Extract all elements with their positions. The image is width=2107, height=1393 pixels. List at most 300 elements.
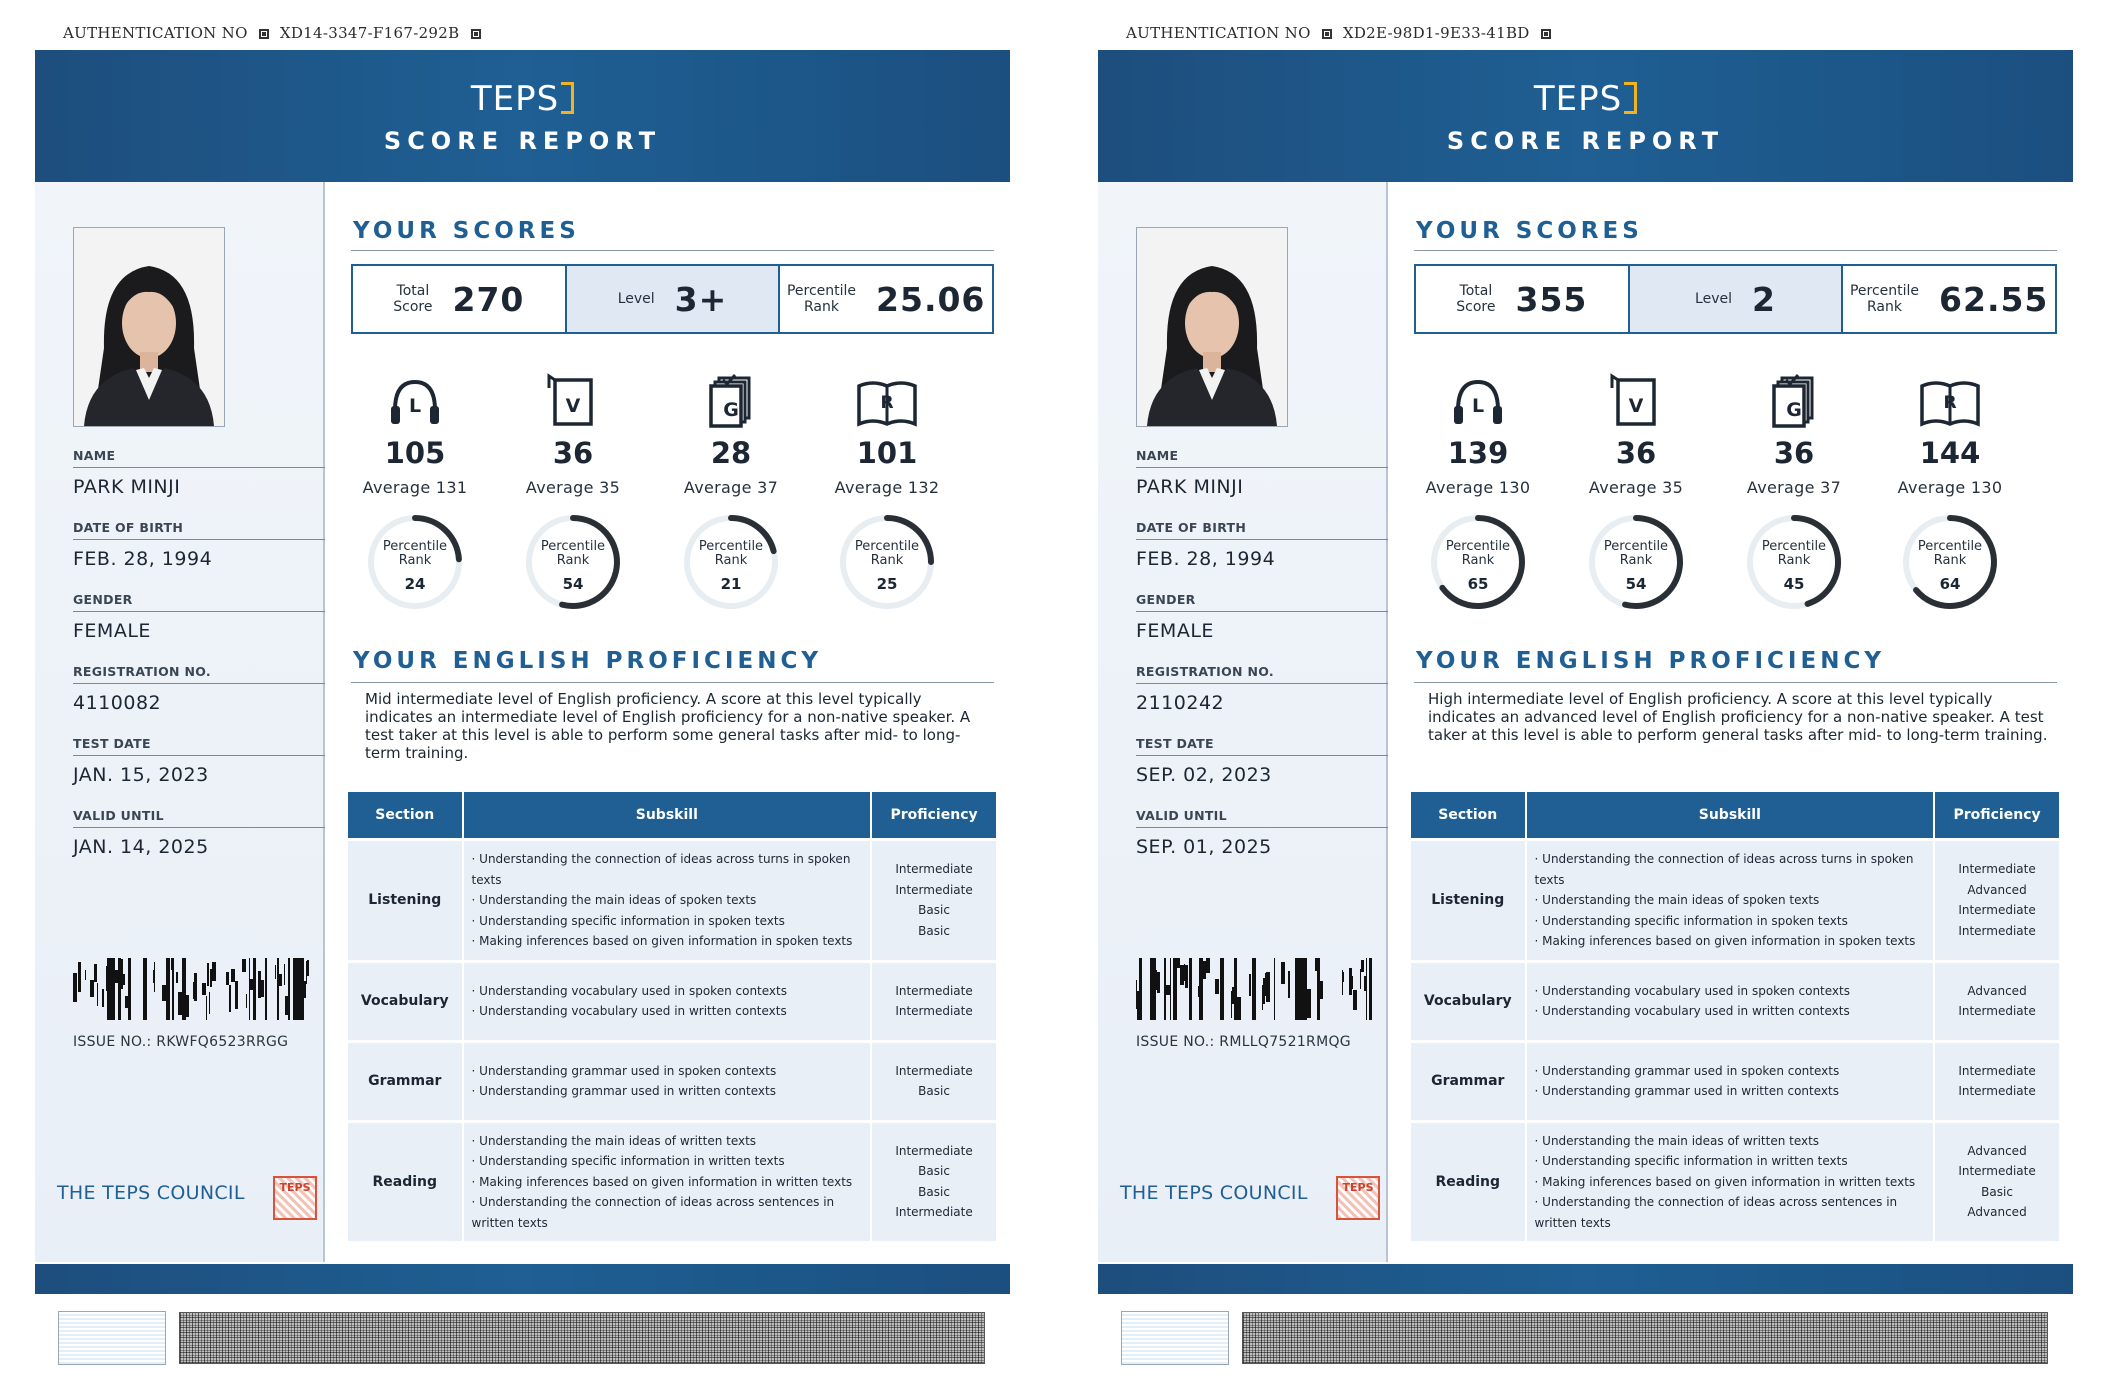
level-cell <box>567 266 781 332</box>
section-title-proficiency: YOUR ENGLISH PROFICIENCY <box>1416 648 1885 674</box>
barcode-bar <box>194 973 197 1001</box>
barcode-bar <box>1297 958 1300 1020</box>
dob-field <box>73 520 325 570</box>
subskill-item: · Understanding the main ideas of written texts <box>1534 1133 1820 1148</box>
divider <box>1414 250 2057 251</box>
gender-value: FEMALE <box>73 620 151 642</box>
percentile-ring-r <box>837 512 937 612</box>
ring-label: Percentile Rank <box>1603 539 1669 568</box>
council-seal-icon <box>273 1176 317 1220</box>
headphones-listening-icon <box>1446 372 1510 432</box>
proficiency-level: Intermediate <box>895 1143 973 1158</box>
ring-label: Percentile Rank <box>1761 539 1827 568</box>
open-book-reading-icon <box>855 372 919 432</box>
subskill-item: · Understanding vocabulary used in spoken contexts <box>1534 983 1850 998</box>
grammar-documents-icon <box>699 372 763 432</box>
level-cell <box>1630 266 1844 332</box>
barcode-bar <box>128 958 131 1020</box>
barcode-bar <box>1152 958 1156 1020</box>
authentication-line <box>63 24 487 42</box>
issue-number: ISSUE NO.: RMLLQ7521RMQG <box>1136 1034 1351 1050</box>
proficiency-level: Intermediate <box>895 862 973 877</box>
barcode-bar <box>275 965 276 979</box>
barcode-bar <box>1265 973 1266 996</box>
barcode-bar <box>184 958 186 1020</box>
barcode-bar <box>1295 958 1297 1020</box>
barcode-bar <box>1215 979 1219 994</box>
subskill-item: · Understanding specific information in spoken texts <box>471 913 785 928</box>
square-bullet-icon <box>1541 29 1551 39</box>
proficiency-cell <box>1934 1121 2059 1241</box>
proficiency-level: Intermediate <box>895 882 973 897</box>
barcode-bar <box>1234 958 1237 1020</box>
barcode-bar <box>301 958 304 1020</box>
subskill-item: · Understanding specific information in written texts <box>1534 1154 1848 1168</box>
table-row <box>348 840 996 962</box>
percentile-label: Percentile Rank <box>1849 283 1920 315</box>
teps-logo <box>35 78 1010 119</box>
proficiency-cell <box>1934 1041 2059 1121</box>
barcode-bar <box>210 969 212 987</box>
barcode-bar <box>250 979 253 990</box>
name-field <box>73 448 325 498</box>
council-name: THE TEPS COUNCIL <box>57 1182 245 1204</box>
svg-text:R: R <box>1943 393 1957 413</box>
subskill-item: · Understanding grammar used in written contexts <box>1534 1084 1839 1098</box>
barcode-bar <box>143 958 147 1020</box>
barcode-bar <box>1170 958 1171 1020</box>
subskill-cell <box>1526 840 1935 962</box>
proficiency-level: Basic <box>918 1164 950 1179</box>
proficiency-cell <box>1934 961 2059 1041</box>
skill-score-v <box>503 372 643 497</box>
barcode-bar <box>1303 958 1307 1020</box>
table-header-row <box>348 792 996 840</box>
divider <box>351 250 994 251</box>
footer-bar <box>35 1264 1010 1294</box>
barcode-bar <box>226 972 229 985</box>
vocabulary-card-icon <box>541 372 605 432</box>
security-pattern-box <box>58 1311 166 1365</box>
divider <box>351 682 994 683</box>
proficiency-level: Basic <box>918 1084 950 1098</box>
barcode-bar <box>193 982 194 999</box>
skill-average: Average 130 <box>1897 478 2003 497</box>
barcode-bar <box>1252 958 1256 1020</box>
skill-score-l <box>1408 372 1548 497</box>
barcode-bar <box>94 964 97 982</box>
subskill-item: · Understanding specific information in written texts <box>471 1154 785 1168</box>
ring-percentile-value: 25 <box>876 575 898 593</box>
column-header: Proficiency <box>871 792 996 840</box>
section-title-scores: YOUR SCORES <box>353 218 580 244</box>
council-seal-icon <box>1336 1176 1380 1220</box>
barcode-bar <box>123 974 125 985</box>
score-report <box>1088 0 2098 1393</box>
proficiency-cell <box>871 840 996 962</box>
table-row <box>348 1121 996 1241</box>
percentile-ring-v <box>1586 512 1686 612</box>
barcode-bar <box>265 958 267 1020</box>
svg-text:L: L <box>1471 395 1485 417</box>
field-label: GENDER <box>1136 592 1388 612</box>
total-score-label: Total Score <box>393 283 433 315</box>
barcode-bar <box>207 963 209 986</box>
section-cell: Reading <box>1411 1121 1526 1241</box>
ring-percentile-value: 65 <box>1467 575 1489 593</box>
divider <box>1414 682 2057 683</box>
subskill-cell <box>463 961 872 1041</box>
barcode-bar <box>78 962 81 992</box>
subskill-table <box>348 792 996 1241</box>
candidate-name: PARK MINJI <box>73 476 181 498</box>
percentile-value: 62.55 <box>1939 279 2049 319</box>
barcode-bar <box>1361 960 1364 972</box>
section-title-proficiency: YOUR ENGLISH PROFICIENCY <box>353 648 822 674</box>
valid-until: JAN. 14, 2025 <box>73 836 209 858</box>
grammar-documents-icon <box>1762 372 1826 432</box>
barcode-bar <box>182 958 184 1020</box>
barcode-bar <box>153 970 154 983</box>
subskill-item: · Understanding specific information in spoken texts <box>1534 913 1848 928</box>
barcode-bar <box>1370 958 1372 1020</box>
candidate-fields <box>1136 448 1388 880</box>
section-cell: Grammar <box>348 1041 463 1121</box>
barcode-bar <box>1307 989 1311 1018</box>
field-label: NAME <box>1136 448 1388 468</box>
barcode-bar <box>1352 976 1353 989</box>
authentication-number: XD14-3347-F167-292B <box>279 24 460 42</box>
report-subtitle: SCORE REPORT <box>1446 127 1725 155</box>
subskill-item: · Understanding the main ideas of spoken texts <box>471 893 757 907</box>
percentile-ring-v <box>523 512 623 612</box>
barcode-bar <box>1266 972 1270 1002</box>
subskill-cell <box>463 840 872 962</box>
total-score: 270 <box>452 279 525 319</box>
logo-bracket-icon <box>561 82 574 114</box>
vocabulary-card-icon <box>1604 372 1668 432</box>
ring-label: Percentile Rank <box>698 539 764 568</box>
subskill-cell <box>463 1041 872 1121</box>
skill-average: Average 35 <box>525 478 621 497</box>
headphones-listening-icon <box>383 372 447 432</box>
percentile-ring-g <box>1744 512 1844 612</box>
barcode-bar <box>97 983 98 1006</box>
level-value: 2 <box>1752 279 1776 319</box>
barcode-bar <box>1191 958 1192 1020</box>
issue-number: ISSUE NO.: RKWFQ6523RRGG <box>73 1034 289 1050</box>
proficiency-level: Intermediate <box>895 983 973 998</box>
subskill-item: · Making inferences based on given information in spoken texts <box>471 934 853 948</box>
section-title-scores: YOUR SCORES <box>1416 218 1643 244</box>
barcode-bar <box>1369 958 1370 1020</box>
barcode-bar <box>1184 964 1185 981</box>
field-label: TEST DATE <box>73 736 325 756</box>
barcode-bar <box>186 995 189 1017</box>
subskill-item: · Understanding vocabulary used in spoken contexts <box>471 983 787 998</box>
barcode-bar <box>1157 972 1160 993</box>
skill-score-v <box>1566 372 1706 497</box>
subskill-item: · Understanding grammar used in spoken contexts <box>471 1063 777 1078</box>
barcode-bar <box>1342 970 1343 995</box>
registration-number: 2110242 <box>1136 692 1225 714</box>
security-code-strip <box>1242 1312 2048 1364</box>
field-label: DATE OF BIRTH <box>73 520 325 540</box>
ring-percentile-value: 64 <box>1939 575 1961 593</box>
percentile-ring-g <box>681 512 781 612</box>
barcode-bar <box>1137 991 1139 1020</box>
subskill-cell <box>1526 1041 1935 1121</box>
barcode-bar <box>1139 958 1142 1020</box>
barcode-bar <box>209 992 210 1014</box>
proficiency-level: Intermediate <box>895 1063 973 1078</box>
section-cell: Grammar <box>1411 1041 1526 1121</box>
subskill-item: · Understanding vocabulary used in written contexts <box>471 1004 787 1018</box>
subskill-cell <box>1526 1121 1935 1241</box>
svg-text:G: G <box>1786 399 1802 421</box>
barcode-bar <box>166 958 170 1020</box>
barcode-bar <box>306 961 307 984</box>
authentication-line <box>1126 24 1557 42</box>
date-of-birth: FEB. 28, 1994 <box>1136 548 1276 570</box>
subskill-cell <box>1526 961 1935 1041</box>
barcode-bar <box>1177 958 1180 968</box>
table-row <box>1411 1121 2059 1241</box>
barcode-bar <box>277 958 279 1020</box>
barcode-bar <box>120 958 121 1020</box>
ring-percentile-value: 54 <box>562 575 584 593</box>
candidate-name: PARK MINJI <box>1136 476 1244 498</box>
barcode-bar <box>90 980 94 997</box>
barcode-bar <box>202 983 206 995</box>
barcode-bar <box>288 958 290 1020</box>
barcode-bar <box>1349 968 1352 995</box>
barcode-bar <box>1288 971 1290 998</box>
barcode-bar <box>293 958 296 1020</box>
valid-until: SEP. 01, 2025 <box>1136 836 1272 858</box>
proficiency-description: Mid intermediate level of English proficiency. A score at this level typically indicates an intermediate level of English proficiency for a non-native speaker. A test taker at this level is able to perform some general tasks after mid- to long-term training. <box>365 690 971 762</box>
barcode-bar <box>1136 980 1137 1009</box>
table-row <box>1411 961 2059 1041</box>
barcode-bar <box>1198 986 1199 997</box>
logo-text: TEPS <box>470 79 560 119</box>
candidate-photo <box>1136 227 1288 427</box>
report-header <box>35 50 1010 182</box>
proficiency-level: Advanced <box>1967 882 2027 897</box>
barcode-bar <box>235 981 238 1009</box>
test-date-field <box>1136 736 1388 786</box>
barcode-bar <box>176 972 178 983</box>
barcode-bar <box>206 996 207 1020</box>
barcode-bar <box>1173 958 1177 1020</box>
proficiency-level: Basic <box>918 1184 950 1199</box>
barcode-bar <box>1301 958 1303 1020</box>
square-bullet-icon <box>471 29 481 39</box>
barcode-bar <box>85 970 86 980</box>
barcode-bar <box>107 958 111 1020</box>
skill-average: Average 37 <box>1746 478 1842 497</box>
barcode-bar <box>1300 958 1301 1020</box>
level-label: Level <box>1695 291 1732 307</box>
logo-bracket-icon <box>1624 82 1637 114</box>
percentile-cell <box>780 266 992 332</box>
column-header: Subskill <box>463 792 872 840</box>
barcode-bar <box>178 992 182 1015</box>
barcode-bar <box>1189 958 1190 1020</box>
subskill-cell <box>463 1121 872 1241</box>
proficiency-level: Intermediate <box>1958 903 2036 918</box>
level-value: 3+ <box>674 279 728 319</box>
teps-logo <box>1098 78 2073 119</box>
skill-average: Average 37 <box>683 478 779 497</box>
proficiency-level: Intermediate <box>1958 862 2036 877</box>
section-cell: Vocabulary <box>1411 961 1526 1041</box>
skill-score-g <box>1724 372 1864 497</box>
subskill-item: · Understanding grammar used in written contexts <box>471 1084 776 1098</box>
table-row <box>1411 840 2059 962</box>
barcode-bar <box>1164 958 1166 1020</box>
barcode-bar <box>1180 965 1184 985</box>
field-label: VALID UNTIL <box>1136 808 1388 828</box>
barcode-bar <box>229 985 231 1012</box>
candidate-fields <box>73 448 325 880</box>
proficiency-level: Intermediate <box>1958 1164 2036 1179</box>
seal-text: TEPS <box>279 1181 311 1194</box>
barcode-bar <box>1156 970 1157 990</box>
barcode-bar <box>1237 997 1241 1020</box>
proficiency-cell <box>871 1041 996 1121</box>
total-score-cell <box>353 266 567 332</box>
column-header: Section <box>1411 792 1526 840</box>
ring-label: Percentile Rank <box>382 539 448 568</box>
barcode-bar <box>249 958 250 1020</box>
proficiency-level: Basic <box>918 903 950 918</box>
barcode-bar <box>106 966 107 991</box>
barcode-bar <box>1166 985 1170 995</box>
proficiency-level: Advanced <box>1967 983 2027 998</box>
ring-percentile-value: 21 <box>720 575 742 593</box>
field-label: VALID UNTIL <box>73 808 325 828</box>
barcode-icon <box>73 958 309 1020</box>
section-cell: Vocabulary <box>348 961 463 1041</box>
ring-percentile-value: 54 <box>1625 575 1647 593</box>
table-row <box>348 1041 996 1121</box>
ring-percentile-value: 24 <box>404 575 426 593</box>
percentile-ring-l <box>1428 512 1528 612</box>
skill-score-g <box>661 372 801 497</box>
percentile-ring-l <box>365 512 465 612</box>
field-label: NAME <box>73 448 325 468</box>
authentication-number: XD2E-98D1-9E33-41BD <box>1342 24 1530 42</box>
barcode-bar <box>1220 958 1224 1020</box>
skill-score-value: 28 <box>710 436 752 470</box>
authentication-label: AUTHENTICATION NO <box>63 24 248 42</box>
test-date-field <box>73 736 325 786</box>
skill-score-value: 101 <box>856 436 918 470</box>
barcode-bar <box>1320 981 1323 999</box>
ring-label: Percentile Rank <box>1445 539 1511 568</box>
barcode-bar <box>246 994 247 1008</box>
proficiency-description: High intermediate level of English proficiency. A score at this level typically indicates an advanced level of English proficiency for a non-native speaker. A test taker at this level is able to perform general tasks after mid- to long-term training. <box>1428 690 2048 744</box>
candidate-photo <box>73 227 225 427</box>
footer-bar <box>1098 1264 2073 1294</box>
field-label: REGISTRATION NO. <box>73 664 325 684</box>
barcode-bar <box>125 996 128 1008</box>
candidate-panel <box>35 182 325 1262</box>
registration-number: 4110082 <box>73 692 162 714</box>
valid-until-field <box>1136 808 1388 858</box>
registration-field <box>73 664 325 714</box>
table-row <box>348 961 996 1041</box>
skill-score-value: 36 <box>552 436 594 470</box>
field-label: GENDER <box>73 592 325 612</box>
percentile-cell <box>1843 266 2055 332</box>
field-label: DATE OF BIRTH <box>1136 520 1388 540</box>
section-cell: Listening <box>348 840 463 962</box>
candidate-panel <box>1098 182 1388 1262</box>
proficiency-level: Advanced <box>1967 1143 2027 1158</box>
barcode-bar <box>1315 958 1317 971</box>
skill-average: Average 132 <box>834 478 940 497</box>
barcode-bar <box>1353 990 1357 1010</box>
barcode-bar <box>121 959 123 989</box>
barcode-bar <box>118 958 120 1020</box>
proficiency-cell <box>871 1121 996 1241</box>
barcode-bar <box>285 996 288 1015</box>
square-bullet-icon <box>1322 29 1332 39</box>
dob-field <box>1136 520 1388 570</box>
skill-average: Average 130 <box>1425 478 1531 497</box>
authentication-label: AUTHENTICATION NO <box>1126 24 1311 42</box>
barcode-bar <box>1185 965 1188 988</box>
barcode-bar <box>115 970 118 983</box>
table-row <box>1411 1041 2059 1121</box>
subskill-item: · Understanding grammar used in spoken contexts <box>1534 1063 1840 1078</box>
section-cell: Listening <box>1411 840 1526 962</box>
barcode-bar <box>1360 969 1361 989</box>
svg-text:R: R <box>880 393 894 413</box>
barcode-bar <box>307 960 309 976</box>
barcode-bar <box>284 964 285 985</box>
proficiency-cell <box>871 961 996 1041</box>
open-book-reading-icon <box>1918 372 1982 432</box>
barcode-bar <box>1199 958 1203 1020</box>
total-score-cell <box>1416 266 1630 332</box>
proficiency-level: Intermediate <box>895 1205 973 1220</box>
subskill-item: · Understanding the connection of ideas across sentences in written texts <box>1534 1195 1898 1230</box>
gender-field <box>1136 592 1388 642</box>
barcode-bar <box>231 969 235 982</box>
council-name: THE TEPS COUNCIL <box>1120 1182 1308 1204</box>
proficiency-level: Intermediate <box>1958 1004 2036 1018</box>
barcode-bar <box>1317 958 1320 1020</box>
ring-label: Percentile Rank <box>854 539 920 568</box>
subskill-table <box>1411 792 2059 1241</box>
proficiency-level: Basic <box>918 923 950 938</box>
gender-field <box>73 592 325 642</box>
security-code-strip <box>179 1312 985 1364</box>
column-header: Subskill <box>1526 792 1935 840</box>
subskill-item: · Understanding vocabulary used in written contexts <box>1534 1004 1850 1018</box>
barcode-bar <box>1150 958 1152 1020</box>
barcode-bar <box>1203 961 1206 979</box>
subskill-item: · Understanding the connection of ideas across turns in spoken texts <box>471 852 851 887</box>
registration-field <box>1136 664 1388 714</box>
total-score-label: Total Score <box>1456 283 1496 315</box>
percentile-ring-r <box>1900 512 2000 612</box>
test-date: SEP. 02, 2023 <box>1136 764 1272 786</box>
svg-text:L: L <box>408 395 422 417</box>
